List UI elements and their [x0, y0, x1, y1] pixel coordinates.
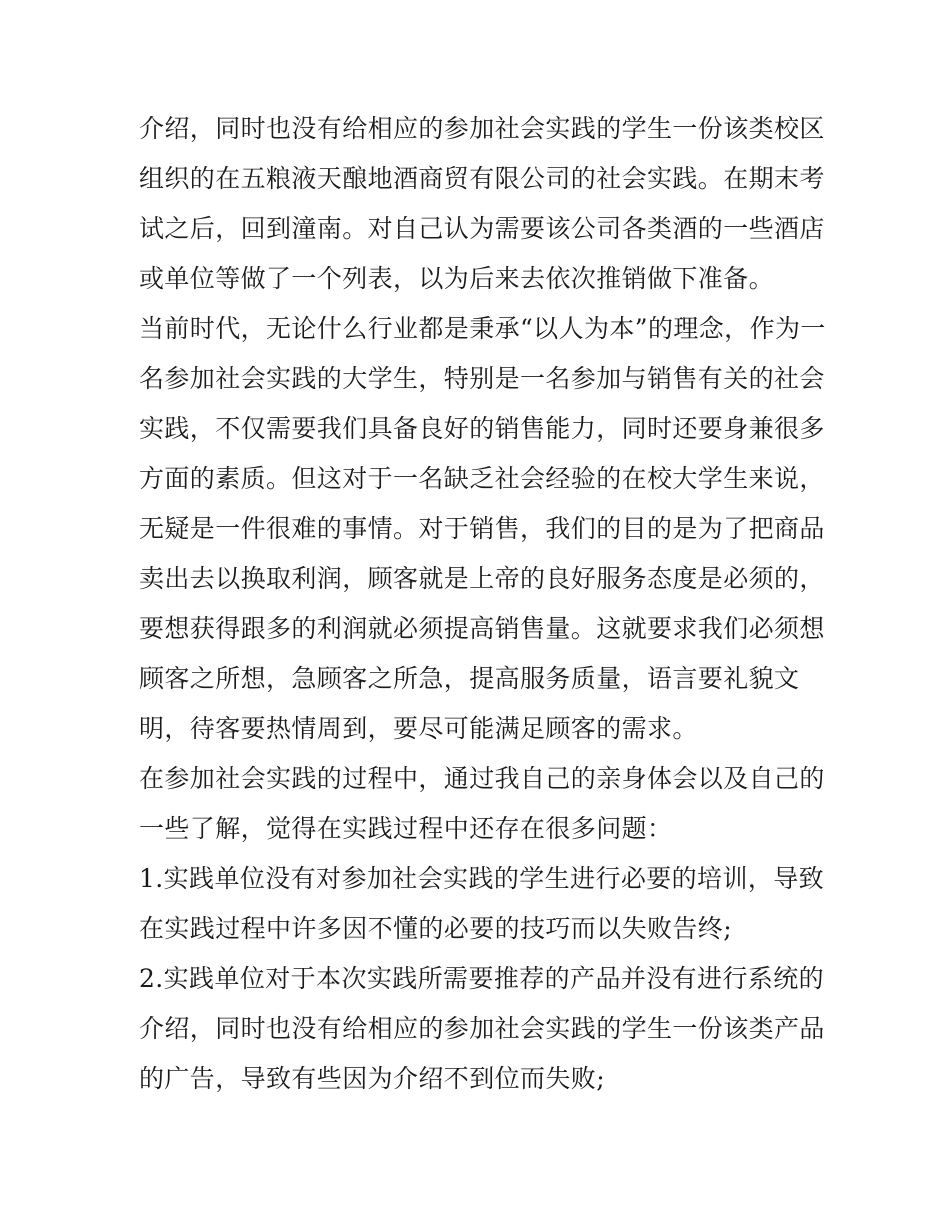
text-line: 无疑是一件很难的事情。对于销售，我们的目的是为了把商品 — [139, 514, 825, 543]
list-item-line: 在实践过程中许多因不懂的必要的技巧而以失败告终; — [139, 914, 733, 943]
text-line: 方面的素质。但这对于一名缺乏社会经验的在校大学生来说， — [139, 464, 825, 493]
text-line: 名参加社会实践的大学生，特别是一名参加与销售有关的社会 — [139, 364, 825, 393]
text-line: 组织的在五粮液天酿地酒商贸有限公司的社会实践。在期末考 — [139, 164, 825, 193]
text-line: 当前时代，无论什么行业都是秉承“以人为本”的理念，作为一 — [139, 314, 826, 343]
text-line: 在参加社会实践的过程中，通过我自己的亲身体会以及自己的 — [139, 764, 825, 793]
document-body — [139, 104, 826, 1104]
text-line: 或单位等做了一个列表，以为后来去依次推销做下准备。 — [139, 264, 775, 293]
text-line: 要想获得跟多的利润就必须提高销售量。这就要求我们必须想 — [139, 614, 825, 643]
list-item-line: 的广告，导致有些因为介绍不到位而失败; — [139, 1064, 606, 1093]
text-line: 实践，不仅需要我们具备良好的销售能力，同时还要身兼很多 — [139, 414, 825, 443]
text-line: 一些了解，觉得在实践过程中还存在很多问题： — [139, 814, 673, 843]
text-line: 卖出去以换取利润，顾客就是上帝的良好服务态度是必须的， — [139, 564, 825, 593]
text-line: 介绍，同时也没有给相应的参加社会实践的学生一份该类校区 — [139, 114, 825, 143]
text-line: 明，待客要热情周到，要尽可能满足顾客的需求。 — [139, 714, 698, 743]
list-item-line: 介绍，同时也没有给相应的参加社会实践的学生一份该类产品 — [139, 1014, 825, 1043]
text-line: 顾客之所想，急顾客之所急，提高服务质量，语言要礼貌文 — [139, 664, 800, 693]
text-line: 试之后，回到潼南。对自己认为需要该公司各类酒的一些酒店 — [139, 214, 825, 243]
list-item-line: 1.实践单位没有对参加社会实践的学生进行必要的培训，导致 — [139, 864, 825, 893]
list-item-line: 2.实践单位对于本次实践所需要推荐的产品并没有进行系统的 — [139, 964, 825, 993]
